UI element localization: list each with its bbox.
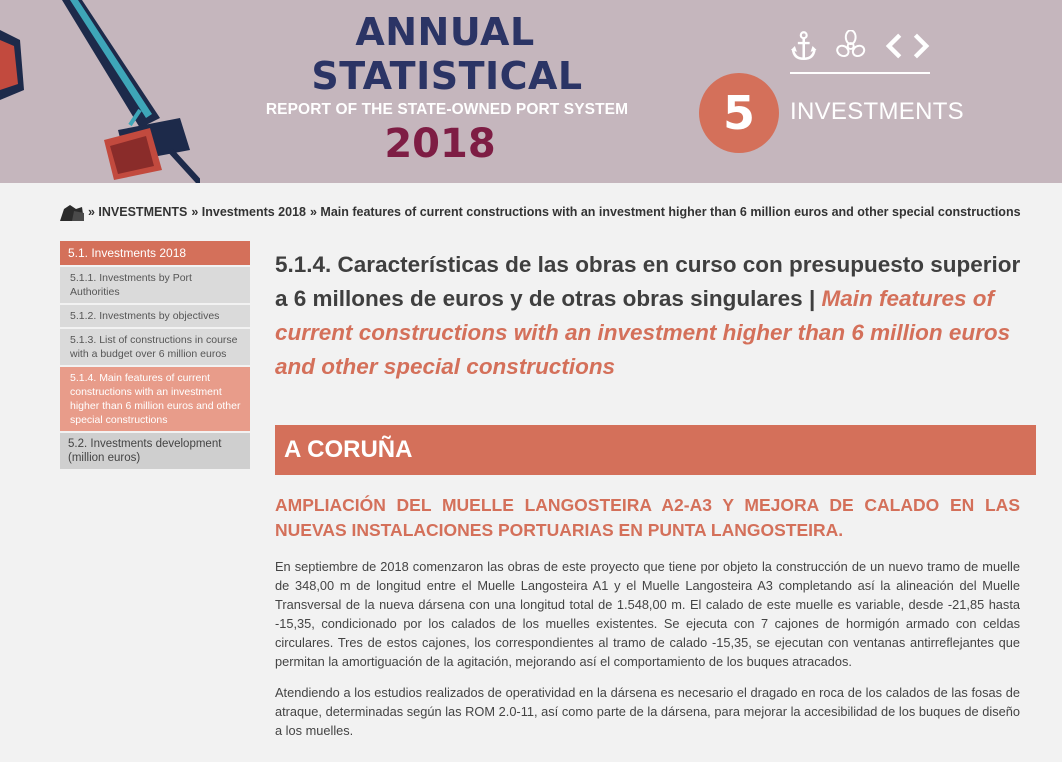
report-subtitle: REPORT OF THE STATE-OWNED PORT SYSTEM — [265, 101, 629, 118]
paragraph: Atendiendo a los estudios realizados de operatividad en la dársena es necesario el dragado en roca de los calados de las fosas de atraque, determinadas según las ROM 2.0-11, así como parte de la dársena, para mejorar la accesibilidad de los buques de diseño a los muelles. — [275, 685, 1020, 738]
chapter-name: INVESTMENTS — [790, 98, 964, 125]
crane-illustration — [0, 0, 200, 183]
region-heading: A CORUÑA — [275, 425, 1036, 475]
project-description — [275, 557, 1020, 752]
code-brackets-icon[interactable] — [885, 32, 930, 60]
breadcrumb-link-investments[interactable]: » INVESTMENTS — [88, 205, 188, 219]
page-title-spanish: 5.1.4. Características de las obras en curso con presupuesto superior a 6 millones de euros y de otras obras singulares | — [275, 252, 1021, 311]
sidebar-item-investments-development[interactable]: 5.2. Investments development (million euros) — [60, 433, 250, 471]
title-line-2: STATISTICAL — [311, 54, 583, 98]
header-icon-group — [790, 28, 930, 64]
sidebar-item-by-port-authorities[interactable]: 5.1.1. Investments by Port Authorities — [60, 267, 250, 305]
header-banner — [0, 0, 1062, 183]
breadcrumb-current: » Main features of current constructions with an investment higher than 6 million euros and other special constructions — [309, 205, 1021, 219]
project-title: AMPLIACIÓN DEL MUELLE LANGOSTEIRA A2-A3 Y MEJORA DE CALADO EN LAS NUEVAS INSTALACIONES PORTUARIAS EN PUNTA LANGOSTEIRA. — [275, 495, 1020, 540]
report-title-block — [262, 10, 632, 166]
page-title-english: Main features of current constructions with an investment higher than 6 million euros and other special constructions — [275, 286, 1011, 379]
sidebar-item-investments-2018[interactable]: 5.1. Investments 2018 — [60, 241, 250, 267]
home-icon[interactable] — [60, 203, 84, 221]
title-line-1: ANNUAL — [355, 10, 535, 54]
anchor-icon[interactable] — [790, 30, 817, 62]
breadcrumb-link-investments-2018[interactable]: » Investments 2018 — [191, 205, 306, 219]
chapter-number-badge: 5 — [699, 73, 779, 153]
icon-underline — [790, 72, 930, 74]
sidebar-item-list-of-constructions[interactable]: 5.1.3. List of constructions in course with a budget over 6 million euros — [60, 329, 250, 367]
breadcrumb — [60, 202, 1025, 222]
paragraph: En septiembre de 2018 comenzaron las obras de este proyecto que tiene por objeto la construcción de un nuevo tramo de muelle de 348,00 m de longitud entre el Muelle Langosteira A1 y el Muelle Langosteira A3 completando así la alineación del Muelle Transversal de la nueva dársena con una longitud total de 1.548,00 m. El calado de este muelle es variable, desde -21,85 hasta -15,35, condicionado por los calados de los muelles existentes. Se ejecuta con 7 cajones de hormigón armado con celdas circulares. Tres de estos cajones, los correspondientes al tramo de calado -15,35, se ejecutan con ventanas antirreflejantes que permitan la amortiguación de la agitación, mejorando así el comportamiento de los buques atracados. — [275, 559, 1020, 669]
sidebar-nav — [60, 241, 250, 471]
page-title — [275, 248, 1035, 384]
main-content — [275, 248, 1035, 384]
sidebar-item-by-objectives[interactable]: 5.1.2. Investments by objectives — [60, 305, 250, 329]
report-year: 2018 — [384, 121, 496, 167]
sidebar-item-main-features[interactable]: 5.1.4. Main features of current constructions with an investment higher than 6 million euros and other special constructions — [60, 367, 250, 433]
propeller-icon[interactable] — [835, 30, 866, 62]
